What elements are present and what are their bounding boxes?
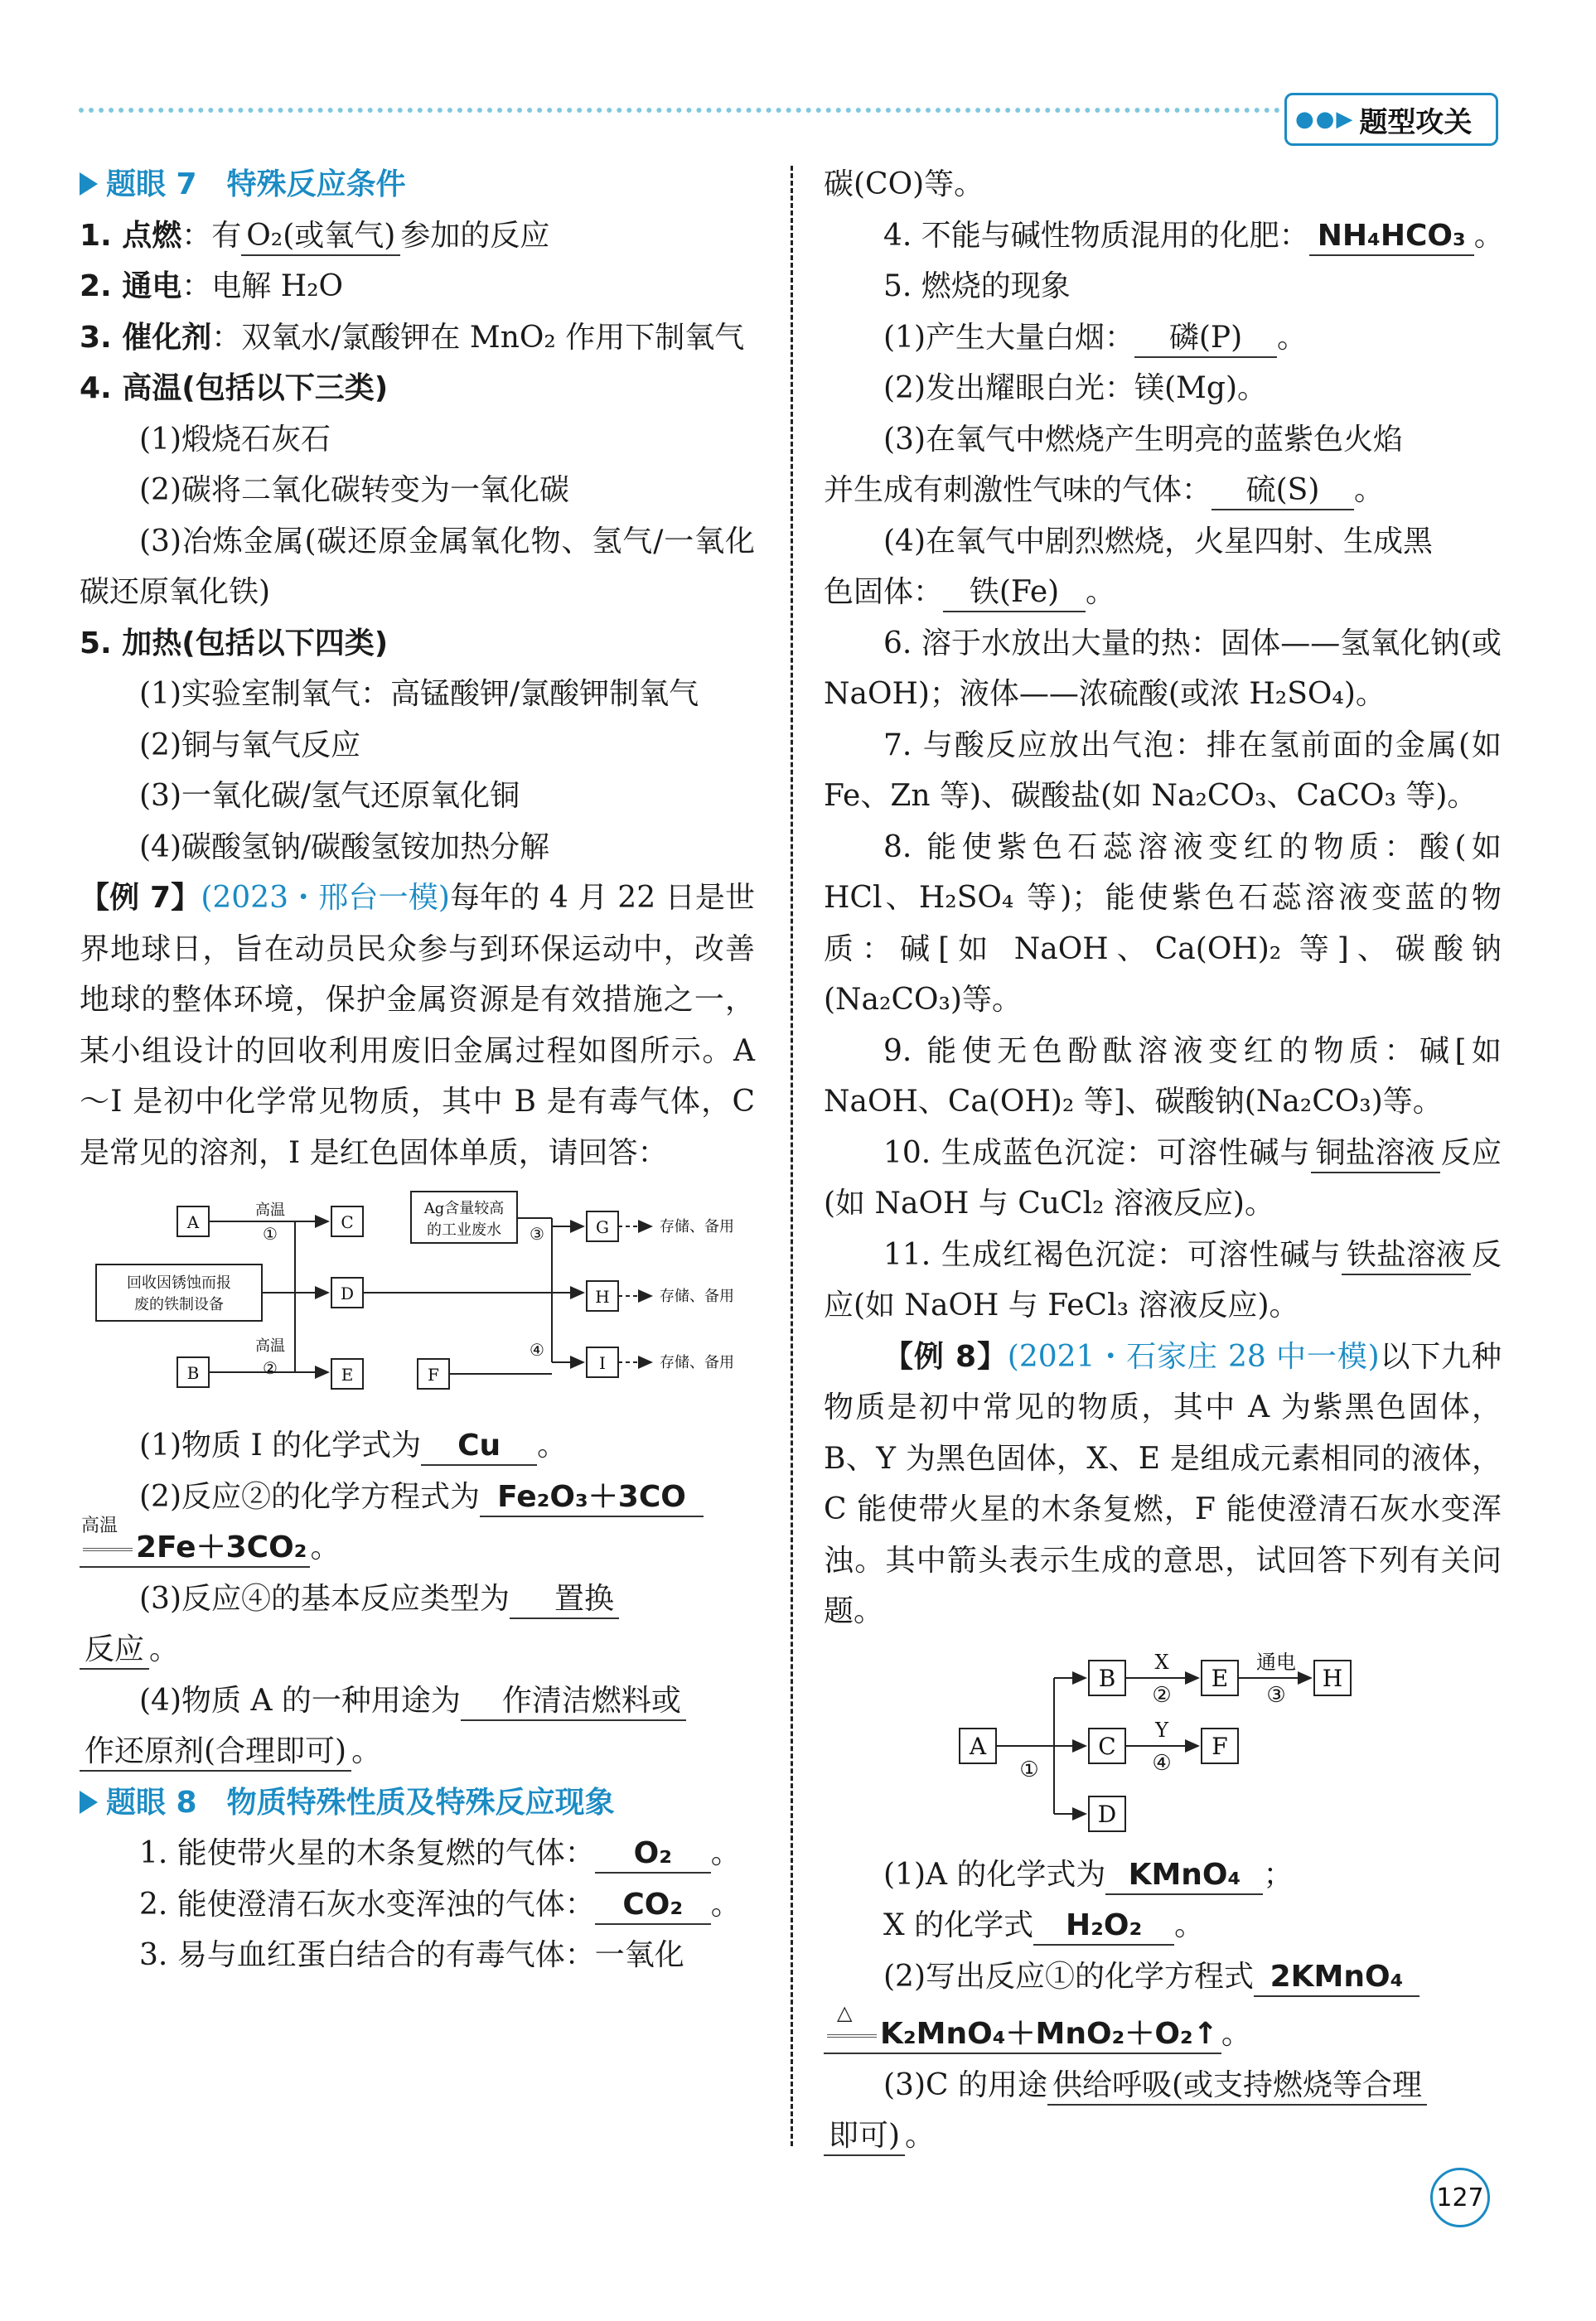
example8-flow-diagram [824, 1642, 1502, 1841]
question-3-cont: 反应 。 [80, 1624, 755, 1675]
recycle-label-1: 回收因锈蚀而报 [127, 1274, 231, 1292]
answer-iron: 铁(Fe) [943, 574, 1086, 612]
chevron-right-icon: ●●▶ [1295, 107, 1355, 132]
answer-h2o2: H₂O₂ [1033, 1908, 1174, 1946]
header-dotted-line [79, 108, 1280, 113]
answer-o2-gas: O₂ [595, 1835, 711, 1874]
node-h: H [595, 1287, 610, 1307]
answer8-2: (2)写出反应①的化学方程式 2KMnO₄ [824, 1951, 1502, 2003]
circle2-4: ④ [1152, 1750, 1172, 1776]
circle2-3: ③ [1266, 1682, 1286, 1708]
circle2-2: ② [1152, 1682, 1172, 1708]
item-5-2: (2)铜与氧气反应 [139, 728, 360, 762]
node-a: A [186, 1212, 200, 1232]
answer-eq2-b: 2Fe＋3CO₂ [136, 1530, 307, 1564]
item-r5-1: (1)产生大量白烟： 磷(P) 。 [824, 312, 1502, 364]
node-e: E [341, 1365, 354, 1385]
topic8-heading: 题眼 8 物质特殊性质及特殊反应现象 [80, 1777, 755, 1829]
answer-type-b: 反应 [80, 1632, 149, 1670]
answer8-1: (1)A 的化学式为 KMnO₄ ； [824, 1850, 1502, 1901]
item-r5: 5. 燃烧的现象 [883, 269, 1071, 303]
item-r4: 4. 不能与碱性物质混用的化肥： NH₄HCO₃ 。 [824, 210, 1502, 262]
node-f: F [428, 1365, 439, 1385]
gaowen-2: 高温 [255, 1337, 285, 1355]
answer-copper-salt: 铜盐溶液 [1311, 1135, 1440, 1173]
store-label-g: 存储、备用 [660, 1218, 734, 1235]
recycle-label-2: 废的铁制设备 [134, 1296, 224, 1313]
item-5-4: (4)碳酸氢钠/碳酸氢铵加热分解 [139, 829, 550, 864]
item-3: 3. 催化剂：双氧水/氯酸钾在 MnO₂ 作用下制氧气 [80, 320, 745, 355]
answer-kmno4: KMnO₄ [1105, 1857, 1263, 1895]
item-r5-4a: (4)在氧气中剧烈燃烧，火星四射、生成黑 [883, 524, 1433, 558]
label-x: X [1154, 1650, 1169, 1674]
answer-iron-salt: 铁盐溶液 [1342, 1237, 1471, 1275]
item-5-3: (3)一氧化碳/氢气还原氧化铜 [139, 779, 520, 813]
node-b: B [186, 1363, 200, 1383]
node2-e: E [1211, 1664, 1229, 1692]
condition-heat: △ [837, 2001, 853, 2024]
topic8-item-3: 3. 易与血红蛋白结合的有毒气体：一氧化 [139, 1938, 684, 1972]
answer-use-b: 作还原剂(合理即可) [80, 1733, 351, 1772]
item-2: 2. 通电：电解 H₂O [80, 269, 344, 303]
answer-cu: Cu [421, 1428, 537, 1466]
circle-4: ④ [530, 1340, 544, 1360]
node2-c: C [1098, 1732, 1116, 1760]
page-number: 127 [1430, 2168, 1490, 2227]
topic8-item-2: 2. 能使澄清石灰水变浑浊的气体： CO₂ 。 [80, 1879, 755, 1931]
item-r5-3b: 并生成有刺激性气味的气体： 硫(S) 。 [824, 465, 1502, 516]
node2-h: H [1322, 1664, 1343, 1692]
answer-o2: O₂(或氧气) [241, 218, 400, 256]
item-r6: 6. 溶于水放出大量的热：固体——氢氧化钠(或 NaOH)；液体——浓硫酸(或浓 H₂SO₄)。 [824, 626, 1502, 711]
answer-use-c-a: 供给呼吸(或支持燃烧等合理 [1047, 2067, 1427, 2106]
answer8-2-cont: △ K₂MnO₄＋MnO₂＋O₂↑ 。 [824, 2009, 1502, 2060]
answer8-3-cont: 即可) 。 [824, 2111, 1502, 2162]
circle-3: ③ [530, 1224, 544, 1244]
question-4: (4)物质 A 的一种用途为 作清洁燃料或 [80, 1675, 755, 1727]
question-2-cont: 高温 2Fe＋3CO₂ 。 [80, 1522, 755, 1574]
answer-sulfur: 硫(S) [1212, 472, 1354, 510]
question-2: (2)反应②的化学方程式为 Fe₂O₃＋3CO [80, 1472, 755, 1523]
triangle-icon [80, 172, 98, 196]
answer-eq1-a: 2KMnO₄ [1254, 1959, 1419, 1997]
item-1: 1. 点燃：有 O₂(或氧气) 参加的反应 [80, 210, 755, 262]
node-g: G [596, 1217, 609, 1237]
item-4-3: (3)冶炼金属(碳还原金属氧化物、氢气/一氧化碳还原氧化铁) [80, 524, 755, 609]
ag-label-2: 的工业废水 [427, 1221, 501, 1239]
answer8-1x: X 的化学式 H₂O₂ 。 [824, 1900, 1502, 1951]
triangle-icon [80, 1791, 98, 1814]
item-4: 4. 高温(包括以下三类) [80, 371, 389, 405]
item-4-1: (1)煅烧石灰石 [139, 422, 331, 457]
answer8-3: (3)C 的用途 供给呼吸(或支持燃烧等合理 [824, 2060, 1502, 2111]
question-4-cont: 作还原剂(合理即可) 。 [80, 1726, 755, 1777]
example7-flow-diagram [80, 1185, 755, 1409]
example-7: 【例 7】(2023・邢台一模)每年的 4 月 22 日是世界地球日，旨在动员民众参与到环保运动中，改善地球的整体环境，保护金属资源是有效措施之一，某小组设计的回收利用废旧金属过程如图所示。A～I 是初中化学常见物质，其中 B 是有毒气体，C 是常见的溶剂，I 是红色固体单质，请回答： [80, 881, 755, 1170]
answer-phosphorus: 磷(P) [1134, 320, 1277, 358]
item-r5-3a: (3)在氧气中燃烧产生明亮的蓝紫色火焰 [883, 422, 1403, 457]
node2-a: A [969, 1732, 987, 1760]
item-r9: 9. 能使无色酚酞溶液变红的物质：碱[如 NaOH、Ca(OH)₂ 等]、碳酸钠(Na₂CO₃)等。 [824, 1033, 1502, 1119]
node2-d: D [1097, 1800, 1117, 1828]
answer-eq2-a: Fe₂O₃＋3CO [480, 1479, 704, 1517]
item-r8: 8. 能使紫色石蕊溶液变红的物质：酸(如 HCl、H₂SO₄ 等)；能使紫色石蕊溶液变蓝的物质：碱[如 NaOH、Ca(OH)₂ 等]、碳酸钠(Na₂CO₃)等。 [824, 829, 1502, 1017]
node2-f: F [1212, 1732, 1228, 1760]
section-badge [1284, 93, 1498, 146]
item-r5-4b: 色固体： 铁(Fe) 。 [824, 567, 1502, 618]
item-r10: 10. 生成蓝色沉淀：可溶性碱与 铜盐溶液 反应(如 NaOH 与 CuCl₂ 溶液反应)。 [824, 1135, 1502, 1221]
node2-b: B [1098, 1664, 1116, 1692]
topic7-heading: 题眼 7 特殊反应条件 [80, 159, 755, 210]
column-divider [791, 166, 793, 2146]
item-5-1: (1)实验室制氧气：高锰酸钾/氯酸钾制氧气 [139, 677, 699, 711]
answer-eq1-b: K₂MnO₄＋MnO₂＋O₂↑ [880, 2017, 1218, 2051]
store-label-h: 存储、备用 [660, 1288, 734, 1305]
answer-use-c-b: 即可) [824, 2118, 905, 2156]
label-tongdian: 通电 [1256, 1650, 1296, 1674]
item-r5-2: (2)发出耀眼白光：镁(Mg)。 [883, 371, 1267, 405]
item-4-2: (2)碳将二氧化碳转变为一氧化碳 [139, 473, 569, 507]
item-r7: 7. 与酸反应放出气泡：排在氢前面的金属(如 Fe、Zn 等)、碳酸盐(如 Na₂CO₃、CaCO₃ 等)。 [824, 728, 1502, 813]
item-r11: 11. 生成红褐色沉淀：可溶性碱与 铁盐溶液 反应(如 NaOH 与 FeCl₃ 溶液反应)。 [824, 1237, 1502, 1322]
item-5: 5. 加热(包括以下四类) [80, 626, 389, 660]
node-i: I [599, 1353, 606, 1373]
right-column [824, 159, 1502, 2162]
left-column [80, 159, 755, 1981]
node-d: D [340, 1284, 355, 1303]
node-c: C [341, 1212, 354, 1232]
answer-use-a: 作清洁燃料或 [461, 1683, 686, 1721]
gaowen-1: 高温 [255, 1202, 285, 1219]
question-1: (1)物质 I 的化学式为 Cu 。 [80, 1420, 755, 1472]
topic8-item-1: 1. 能使带火星的木条复燃的气体： O₂ 。 [80, 1828, 755, 1879]
answer-co2-gas: CO₂ [595, 1887, 711, 1925]
answer-type-a: 置换 [510, 1581, 619, 1619]
circle2-1: ① [1019, 1757, 1039, 1782]
answer-fertilizer: NH₄HCO₃ [1309, 218, 1474, 256]
flow-diagram-svg [80, 1185, 755, 1409]
circle-1: ① [263, 1224, 278, 1244]
item-3-cont: 碳(CO)等。 [824, 167, 984, 201]
ag-label-1: Ag含量较高 [423, 1200, 505, 1217]
condition-gaowen: 高温 [81, 1516, 118, 1536]
section-title: 题型攻关 [1359, 105, 1473, 139]
question-3: (3)反应④的基本反应类型为 置换 [80, 1574, 755, 1625]
store-label-i: 存储、备用 [660, 1354, 734, 1371]
example-8: 【例 8】(2021・石家庄 28 中一模)以下九种物质是初中常见的物质，其中 A 为紫黑色固体，B、Y 为黑色固体，X、E 是组成元素相同的液体，C 能使带火星的木条复燃，F 能使澄清石灰水变浑浊。其中箭头表示生成的意思，试回答下列有关问题。 [824, 1339, 1502, 1628]
circle-2: ② [263, 1358, 278, 1378]
flow-diagram-2-svg [824, 1642, 1502, 1841]
label-y: Y [1155, 1718, 1168, 1742]
